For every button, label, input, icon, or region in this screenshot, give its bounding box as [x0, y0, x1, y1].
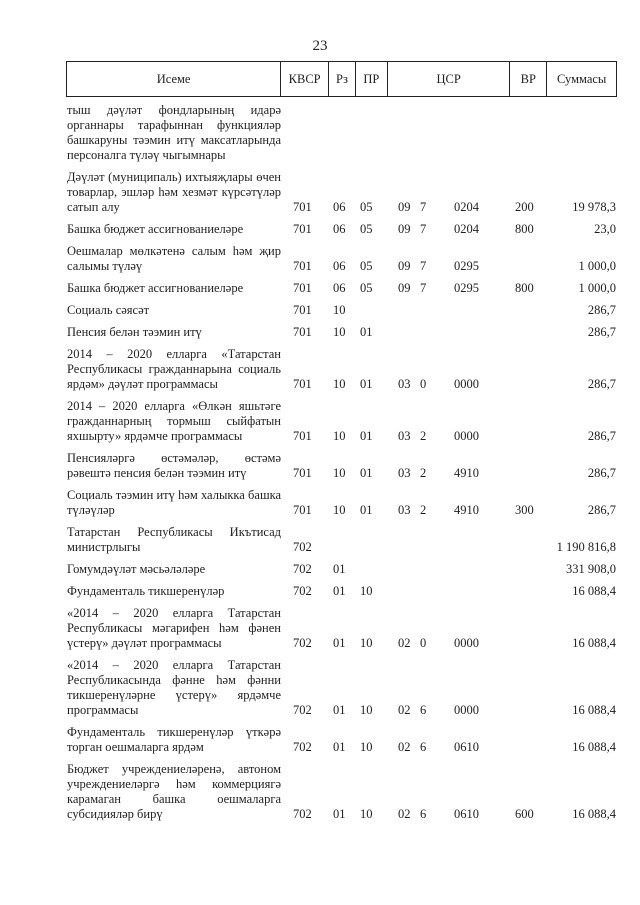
- cell-kvsr: 701: [293, 429, 312, 443]
- cell-csr1: 09: [398, 200, 411, 214]
- cell-csr2: 7: [420, 200, 427, 214]
- cell-vr: 200: [515, 200, 534, 214]
- cell-sum: 23,0: [594, 222, 616, 236]
- cell-csr2: 2: [420, 429, 427, 443]
- cell-name: 2014 – 2020 елларга «Өлкән яшьтәге гражданнарның тормыш сыйфатын яхшырту» ярдәмче программасы: [67, 399, 281, 443]
- cell-kvsr: 702: [293, 562, 312, 576]
- cell-sum: 286,7: [587, 303, 616, 317]
- cell-pr: 01: [360, 325, 373, 339]
- cell-rz: 01: [333, 584, 346, 598]
- cell-csr3: 0000: [454, 429, 479, 443]
- cell-rz: 10: [333, 303, 346, 317]
- table-body: [66, 103, 617, 822]
- cell-kvsr: 702: [293, 807, 312, 821]
- cell-rz: 10: [333, 325, 346, 339]
- cell-csr3: 0610: [454, 740, 479, 754]
- cell-name: Башка бюджет ассигнованиеләре: [67, 222, 244, 236]
- table-row: [66, 325, 617, 340]
- table-row: [66, 658, 617, 718]
- cell-csr1: 09: [398, 259, 411, 273]
- cell-csr1: 03: [398, 503, 411, 517]
- cell-sum: 16 088,4: [572, 807, 616, 821]
- cell-name: Бюджет учреждениеләренә, автоном учреждениеләргә һәм коммерциягә карамаган башка оешмаларга субсидияләр бирү: [67, 762, 281, 821]
- cell-pr: 01: [360, 377, 373, 391]
- cell-pr: 05: [360, 281, 373, 295]
- table-row: [66, 170, 617, 215]
- cell-name: Социаль сәясәт: [67, 303, 150, 317]
- cell-csr1: 09: [398, 222, 411, 236]
- header-name: Исеме: [67, 62, 281, 96]
- cell-name: 2014 – 2020 елларга «Татарстан Республикасы гражданнарына социаль ярдәм» дәүләт программасы: [67, 347, 281, 391]
- cell-name: «2014 – 2020 елларга Татарстан Республикасында фәнне һәм фәнни тикшеренүләрне үстерү» ярдәмче программасы: [67, 658, 281, 717]
- table-row: [66, 725, 617, 755]
- header-kvsr: КВСР: [281, 62, 329, 96]
- table-row: [66, 244, 617, 274]
- cell-rz: 01: [333, 807, 346, 821]
- cell-csr2: 6: [420, 703, 427, 717]
- cell-csr2: 7: [420, 281, 427, 295]
- cell-csr2: 2: [420, 503, 427, 517]
- cell-name: Татарстан Республикасы Икътисад министрлыгы: [67, 525, 281, 554]
- cell-csr2: 0: [420, 636, 427, 650]
- cell-name: Пенсияләргә өстәмәләр, өстәмә рәвештә пенсия белән тәэмин итү: [67, 451, 281, 480]
- cell-pr: 10: [360, 703, 373, 717]
- cell-vr: 800: [515, 222, 534, 236]
- cell-sum: 1 000,0: [578, 259, 616, 273]
- cell-csr2: 6: [420, 807, 427, 821]
- table-row: [66, 399, 617, 444]
- cell-sum: 16 088,4: [572, 703, 616, 717]
- cell-rz: 01: [333, 636, 346, 650]
- table-row: [66, 762, 617, 822]
- cell-kvsr: 702: [293, 584, 312, 598]
- cell-sum: 1 190 816,8: [556, 540, 616, 554]
- cell-csr3: 0295: [454, 259, 479, 273]
- table-row: [66, 584, 617, 599]
- cell-kvsr: 701: [293, 200, 312, 214]
- cell-name: «2014 – 2020 елларга Татарстан Республикасы мәгарифен һәм фәнен үстерү» дәүләт программасы: [67, 606, 281, 650]
- cell-pr: 10: [360, 807, 373, 821]
- cell-kvsr: 701: [293, 325, 312, 339]
- header-pr: ПР: [356, 62, 388, 96]
- cell-csr2: 7: [420, 259, 427, 273]
- cell-kvsr: 702: [293, 636, 312, 650]
- table-row: [66, 281, 617, 296]
- cell-kvsr: 701: [293, 377, 312, 391]
- table-header: [66, 61, 617, 97]
- cell-pr: 10: [360, 636, 373, 650]
- cell-csr1: 03: [398, 377, 411, 391]
- page-number: 23: [312, 38, 328, 54]
- cell-rz: 06: [333, 281, 346, 295]
- table-row: [66, 347, 617, 392]
- cell-vr: 600: [515, 807, 534, 821]
- cell-csr1: 02: [398, 636, 411, 650]
- header-vr: ВР: [510, 62, 547, 96]
- cell-sum: 19 978,3: [572, 200, 616, 214]
- cell-csr3: 0295: [454, 281, 479, 295]
- cell-name: Пенсия белән тәэмин итү: [67, 325, 202, 339]
- cell-sum: 16 088,4: [572, 740, 616, 754]
- header-rz: Рз: [329, 62, 356, 96]
- cell-csr1: 03: [398, 429, 411, 443]
- cell-csr3: 0000: [454, 703, 479, 717]
- cell-sum: 286,7: [587, 429, 616, 443]
- cell-csr3: 0000: [454, 636, 479, 650]
- cell-kvsr: 702: [293, 540, 312, 554]
- table-row: [66, 303, 617, 318]
- cell-pr: 01: [360, 503, 373, 517]
- cell-vr: 800: [515, 281, 534, 295]
- cell-vr: 300: [515, 503, 534, 517]
- cell-csr3: 0204: [454, 200, 479, 214]
- budget-table: [66, 61, 617, 829]
- table-row: [66, 606, 617, 651]
- cell-rz: 01: [333, 703, 346, 717]
- cell-pr: 10: [360, 584, 373, 598]
- cell-csr3: 0610: [454, 807, 479, 821]
- cell-kvsr: 701: [293, 222, 312, 236]
- cell-csr3: 0000: [454, 377, 479, 391]
- cell-name: Социаль тәэмин итү һәм халыкка башка түләүләр: [67, 488, 281, 517]
- cell-sum: 286,7: [587, 466, 616, 480]
- cell-csr1: 03: [398, 466, 411, 480]
- cell-csr2: 6: [420, 740, 427, 754]
- cell-kvsr: 702: [293, 703, 312, 717]
- cell-pr: 01: [360, 429, 373, 443]
- table-row: [66, 103, 617, 163]
- cell-rz: 10: [333, 503, 346, 517]
- header-sum: Суммасы: [556, 71, 607, 86]
- cell-name: Дәүләт (муниципаль) ихтыяҗлары өчен товарлар, эшләр һәм хезмәт күрсәтүләр сатып алу: [67, 170, 281, 214]
- header-csr: ЦСР: [388, 62, 511, 96]
- cell-sum: 286,7: [587, 503, 616, 517]
- cell-sum: 286,7: [587, 325, 616, 339]
- cell-rz: 01: [333, 562, 346, 576]
- cell-rz: 06: [333, 222, 346, 236]
- cell-csr1: 02: [398, 740, 411, 754]
- cell-name: Башка бюджет ассигнованиеләре: [67, 281, 244, 295]
- cell-name: Оешмалар мөлкәтенә салым һәм җир салымы түләү: [67, 244, 281, 273]
- cell-sum: 331 908,0: [566, 562, 616, 576]
- cell-csr3: 4910: [454, 466, 479, 480]
- cell-pr: 05: [360, 222, 373, 236]
- cell-csr2: 2: [420, 466, 427, 480]
- cell-pr: 05: [360, 259, 373, 273]
- cell-rz: 06: [333, 259, 346, 273]
- cell-kvsr: 701: [293, 259, 312, 273]
- table-row: [66, 222, 617, 237]
- cell-name: тыш дәүләт фондларының идарә органнары тарафыннан функцияләр башкаруны тәэмин итү максатларында персоналга түләү чыгымнары: [67, 103, 281, 162]
- cell-sum: 286,7: [587, 377, 616, 391]
- cell-rz: 10: [333, 429, 346, 443]
- cell-csr2: 0: [420, 377, 427, 391]
- cell-name: Гомумдәүләт мәсьәләләре: [67, 562, 206, 576]
- cell-rz: 10: [333, 466, 346, 480]
- cell-name: Фундаменталь тикшеренүләр: [67, 584, 225, 598]
- cell-name: Фундаменталь тикшеренүләр үткәрә торган оешмаларга ярдәм: [67, 725, 281, 754]
- cell-csr2: 7: [420, 222, 427, 236]
- cell-pr: 01: [360, 466, 373, 480]
- cell-rz: 01: [333, 740, 346, 754]
- cell-sum: 16 088,4: [572, 584, 616, 598]
- table-row: [66, 488, 617, 518]
- cell-csr3: 0204: [454, 222, 479, 236]
- cell-csr1: 09: [398, 281, 411, 295]
- cell-pr: 10: [360, 740, 373, 754]
- cell-pr: 05: [360, 200, 373, 214]
- cell-csr3: 4910: [454, 503, 479, 517]
- cell-kvsr: 702: [293, 740, 312, 754]
- cell-kvsr: 701: [293, 303, 312, 317]
- table-row: [66, 525, 617, 555]
- cell-rz: 06: [333, 200, 346, 214]
- table-row: [66, 451, 617, 481]
- cell-sum: 16 088,4: [572, 636, 616, 650]
- table-row: [66, 562, 617, 577]
- cell-rz: 10: [333, 377, 346, 391]
- cell-csr1: 02: [398, 807, 411, 821]
- cell-kvsr: 701: [293, 503, 312, 517]
- cell-kvsr: 701: [293, 281, 312, 295]
- cell-kvsr: 701: [293, 466, 312, 480]
- cell-csr1: 02: [398, 703, 411, 717]
- cell-sum: 1 000,0: [578, 281, 616, 295]
